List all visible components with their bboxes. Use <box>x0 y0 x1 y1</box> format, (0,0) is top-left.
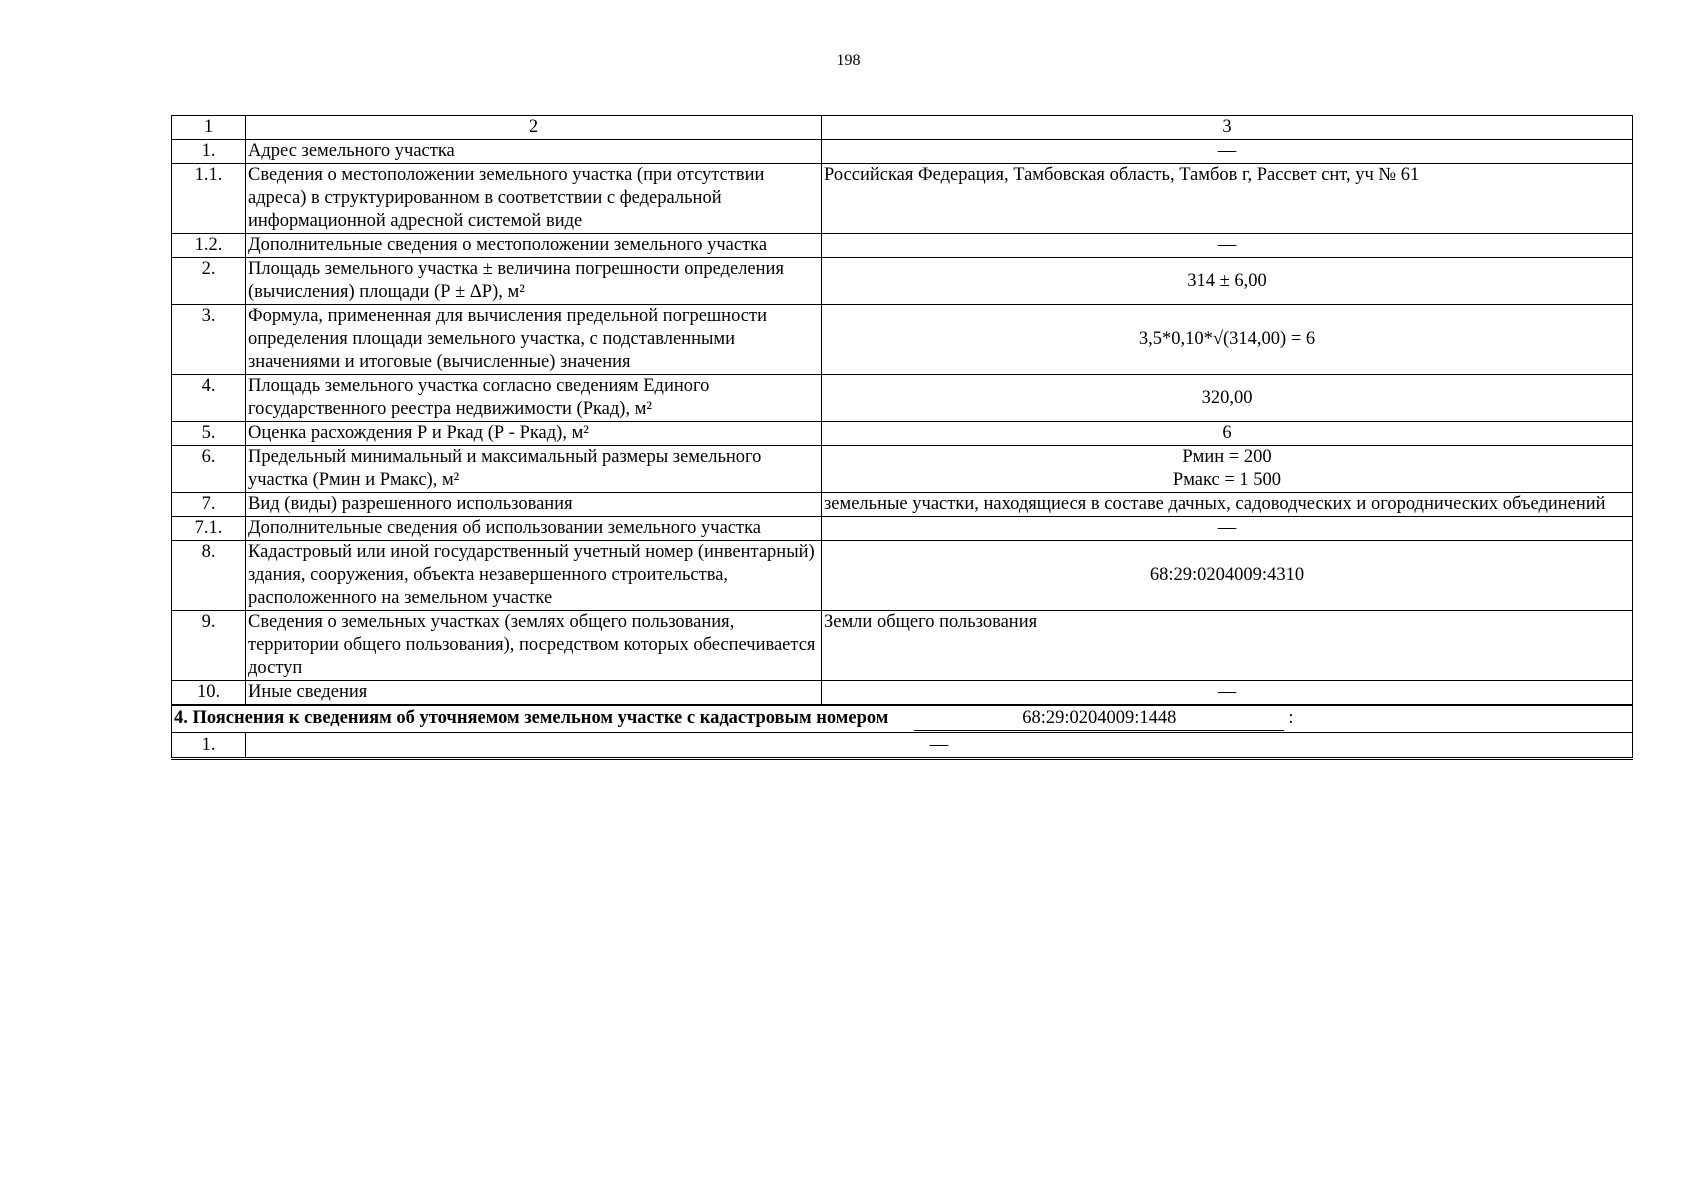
row-number: 3. <box>172 305 246 375</box>
table-row <box>172 140 1633 164</box>
row-value: — <box>822 140 1633 164</box>
section-4-cadastral-number: 68:29:0204009:1448 <box>914 707 1284 731</box>
row-number: 1. <box>172 140 246 164</box>
row-label: Кадастровый или иной государственный учетный номер (инвентарный) здания, сооружения, объекта незавершенного строительства, расположенного на земельном участке <box>246 541 822 611</box>
table-row <box>172 681 1633 706</box>
row-number: 7.1. <box>172 517 246 541</box>
row-label: Дополнительные сведения о местоположении земельного участка <box>246 234 822 258</box>
row-value: Российская Федерация, Тамбовская область, Тамбов г, Рассвет снт, уч № 61 <box>822 164 1633 234</box>
row-label: Формула, примененная для вычисления предельной погрешности определения площади земельного участка, с подставленными значениями и итоговые (вычисленные) значения <box>246 305 822 375</box>
min-size-value: Рмин = 200 <box>1182 447 1272 467</box>
row-number: 8. <box>172 541 246 611</box>
row-label: Сведения о земельных участках (землях общего пользования, территории общего пользования), посредством которых обеспечивается доступ <box>246 611 822 681</box>
section-4-title: 4. Пояснения к сведениям об уточняемом земельном участке с кадастровым номером <box>174 708 889 728</box>
row-value: — <box>246 733 1633 759</box>
row-number: 7. <box>172 493 246 517</box>
max-size-value: Рмакс = 1 500 <box>1172 470 1282 490</box>
row-label: Предельный минимальный и максимальный размеры земельного участка (Рмин и Рмакс), м² <box>246 446 822 493</box>
column-header: 1 <box>172 116 246 140</box>
row-value: 314 ± 6,00 <box>822 258 1633 305</box>
table-row <box>172 517 1633 541</box>
land-plot-info-table <box>171 115 1633 760</box>
row-value: — <box>822 681 1633 706</box>
row-label: Площадь земельного участка ± величина погрешности определения (вычисления) площади (Р ± ΔР), м² <box>246 258 822 305</box>
table-row <box>172 422 1633 446</box>
row-value: земельные участки, находящиеся в составе дачных, садоводческих и огороднических объединений <box>822 493 1633 517</box>
page-number: 198 <box>836 52 861 69</box>
row-value: 68:29:0204009:4310 <box>822 541 1633 611</box>
column-header: 2 <box>246 116 822 140</box>
table-row <box>172 611 1633 681</box>
row-label: Оценка расхождения Р и Ркад (Р - Ркад), м² <box>246 422 822 446</box>
row-number: 6. <box>172 446 246 493</box>
row-value: Земли общего пользования <box>822 611 1633 681</box>
row-value: — <box>822 234 1633 258</box>
table-header-row <box>172 116 1633 140</box>
section-4-tail: : <box>1288 708 1294 728</box>
table-row <box>172 541 1633 611</box>
row-number: 4. <box>172 375 246 422</box>
row-number: 9. <box>172 611 246 681</box>
row-label: Иные сведения <box>246 681 822 706</box>
row-value: 3,5*0,10*√(314,00) = 6 <box>822 305 1633 375</box>
row-value-multiline <box>822 446 1633 493</box>
row-number: 5. <box>172 422 246 446</box>
row-label: Адрес земельного участка <box>246 140 822 164</box>
row-value: — <box>822 517 1633 541</box>
table-row <box>172 305 1633 375</box>
row-label: Площадь земельного участка согласно сведениям Единого государственного реестра недвижимости (Ркад), м² <box>246 375 822 422</box>
table-row <box>172 446 1633 493</box>
row-label: Дополнительные сведения об использовании земельного участка <box>246 517 822 541</box>
row-value: 6 <box>822 422 1633 446</box>
row-number: 2. <box>172 258 246 305</box>
row-number: 1.2. <box>172 234 246 258</box>
table-row <box>172 493 1633 517</box>
row-label: Вид (виды) разрешенного использования <box>246 493 822 517</box>
table-row <box>172 733 1633 759</box>
section-4-heading <box>172 705 1633 733</box>
row-number: 1.1. <box>172 164 246 234</box>
row-value: 320,00 <box>822 375 1633 422</box>
section-4-heading-row <box>172 705 1633 733</box>
table-row <box>172 234 1633 258</box>
table-row <box>172 375 1633 422</box>
table-row <box>172 164 1633 234</box>
table-row <box>172 258 1633 305</box>
row-number: 1. <box>172 733 246 759</box>
row-label: Сведения о местоположении земельного участка (при отсутствии адреса) в структурированном в соответствии с федеральной информационной адресной системой виде <box>246 164 822 234</box>
column-header: 3 <box>822 116 1633 140</box>
row-number: 10. <box>172 681 246 706</box>
